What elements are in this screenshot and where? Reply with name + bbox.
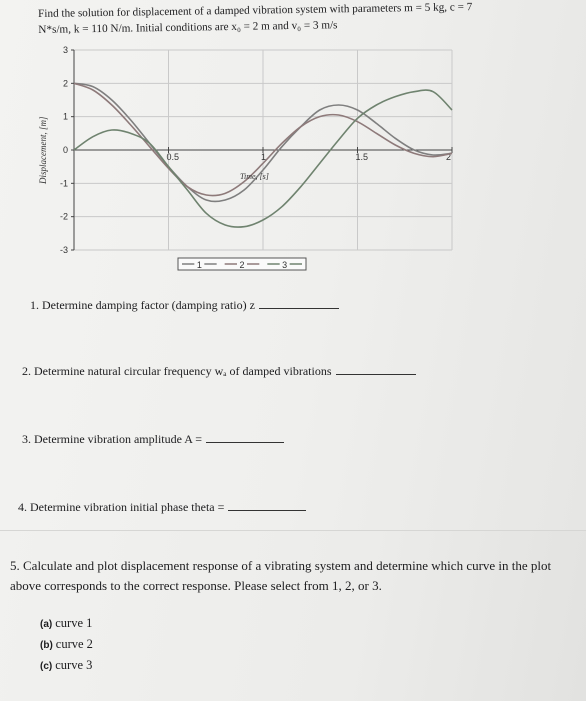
y-tick-label: 3: [62, 45, 68, 55]
y-tick-label: 1: [62, 111, 68, 122]
y-axis-label: Displacement, [m]: [38, 116, 48, 184]
question-2-text: 2. Determine natural circular frequency wₐ of damped vibrations: [22, 364, 332, 378]
option-a[interactable]: [40, 616, 92, 631]
question-5: 5. Calculate and plot displacement response of a vibrating system and determine which curve in the plot above corresponds to the correct response. Please select from 1, 2, or 3.: [10, 558, 552, 593]
x-tick-label: 1.5: [355, 152, 369, 162]
question-3: [22, 432, 284, 447]
option-b[interactable]: [40, 637, 93, 652]
y-tick-label: -3: [59, 245, 68, 255]
option-c[interactable]: [40, 658, 92, 673]
answer-1-field[interactable]: [259, 308, 339, 309]
problem-line-2: N*s/m, k = 110 N/m. Initial conditions are x₀ = 2 m and v₀ = 3 m/s: [38, 19, 338, 36]
option-a-tag: (a): [40, 619, 53, 630]
displacement-chart: [30, 44, 470, 288]
question-1: [30, 298, 339, 313]
x-tick-label: 1: [261, 152, 267, 162]
question-3-text: 3. Determine vibration amplitude A =: [22, 432, 203, 446]
chart-legend: [178, 258, 306, 270]
y-tick-label: 0: [62, 145, 68, 155]
option-c-tag: (c): [40, 661, 53, 672]
question-4-text: 4. Determine vibration initial phase theta =: [18, 500, 225, 514]
answer-2-field[interactable]: [336, 374, 416, 375]
answer-4-field[interactable]: [228, 510, 306, 511]
option-c-label: curve 3: [55, 658, 93, 672]
option-b-tag: (b): [40, 640, 53, 651]
y-tick-label: -2: [59, 211, 68, 222]
y-tick-label: -1: [59, 178, 68, 189]
answer-3-field[interactable]: [206, 442, 284, 443]
question-2: [22, 364, 416, 379]
legend-label-1: 1: [196, 260, 202, 270]
legend-label-3: 3: [282, 260, 288, 270]
x-tick-label: 2: [446, 152, 452, 162]
legend-label-2: 2: [239, 260, 245, 270]
x-tick-label: 0.5: [166, 152, 180, 162]
y-tick-label: 2: [62, 78, 68, 89]
problem-line-1: Find the solution for displacement of a damped vibration system with parameters m = 5 kg, c = 7: [38, 1, 473, 20]
option-b-label: curve 2: [55, 637, 93, 651]
x-axis-label: Time, [s]: [240, 172, 269, 181]
question-1-text: 1. Determine damping factor (damping ratio) z: [30, 298, 255, 312]
question-4: [18, 500, 306, 515]
option-a-label: curve 1: [55, 616, 93, 630]
